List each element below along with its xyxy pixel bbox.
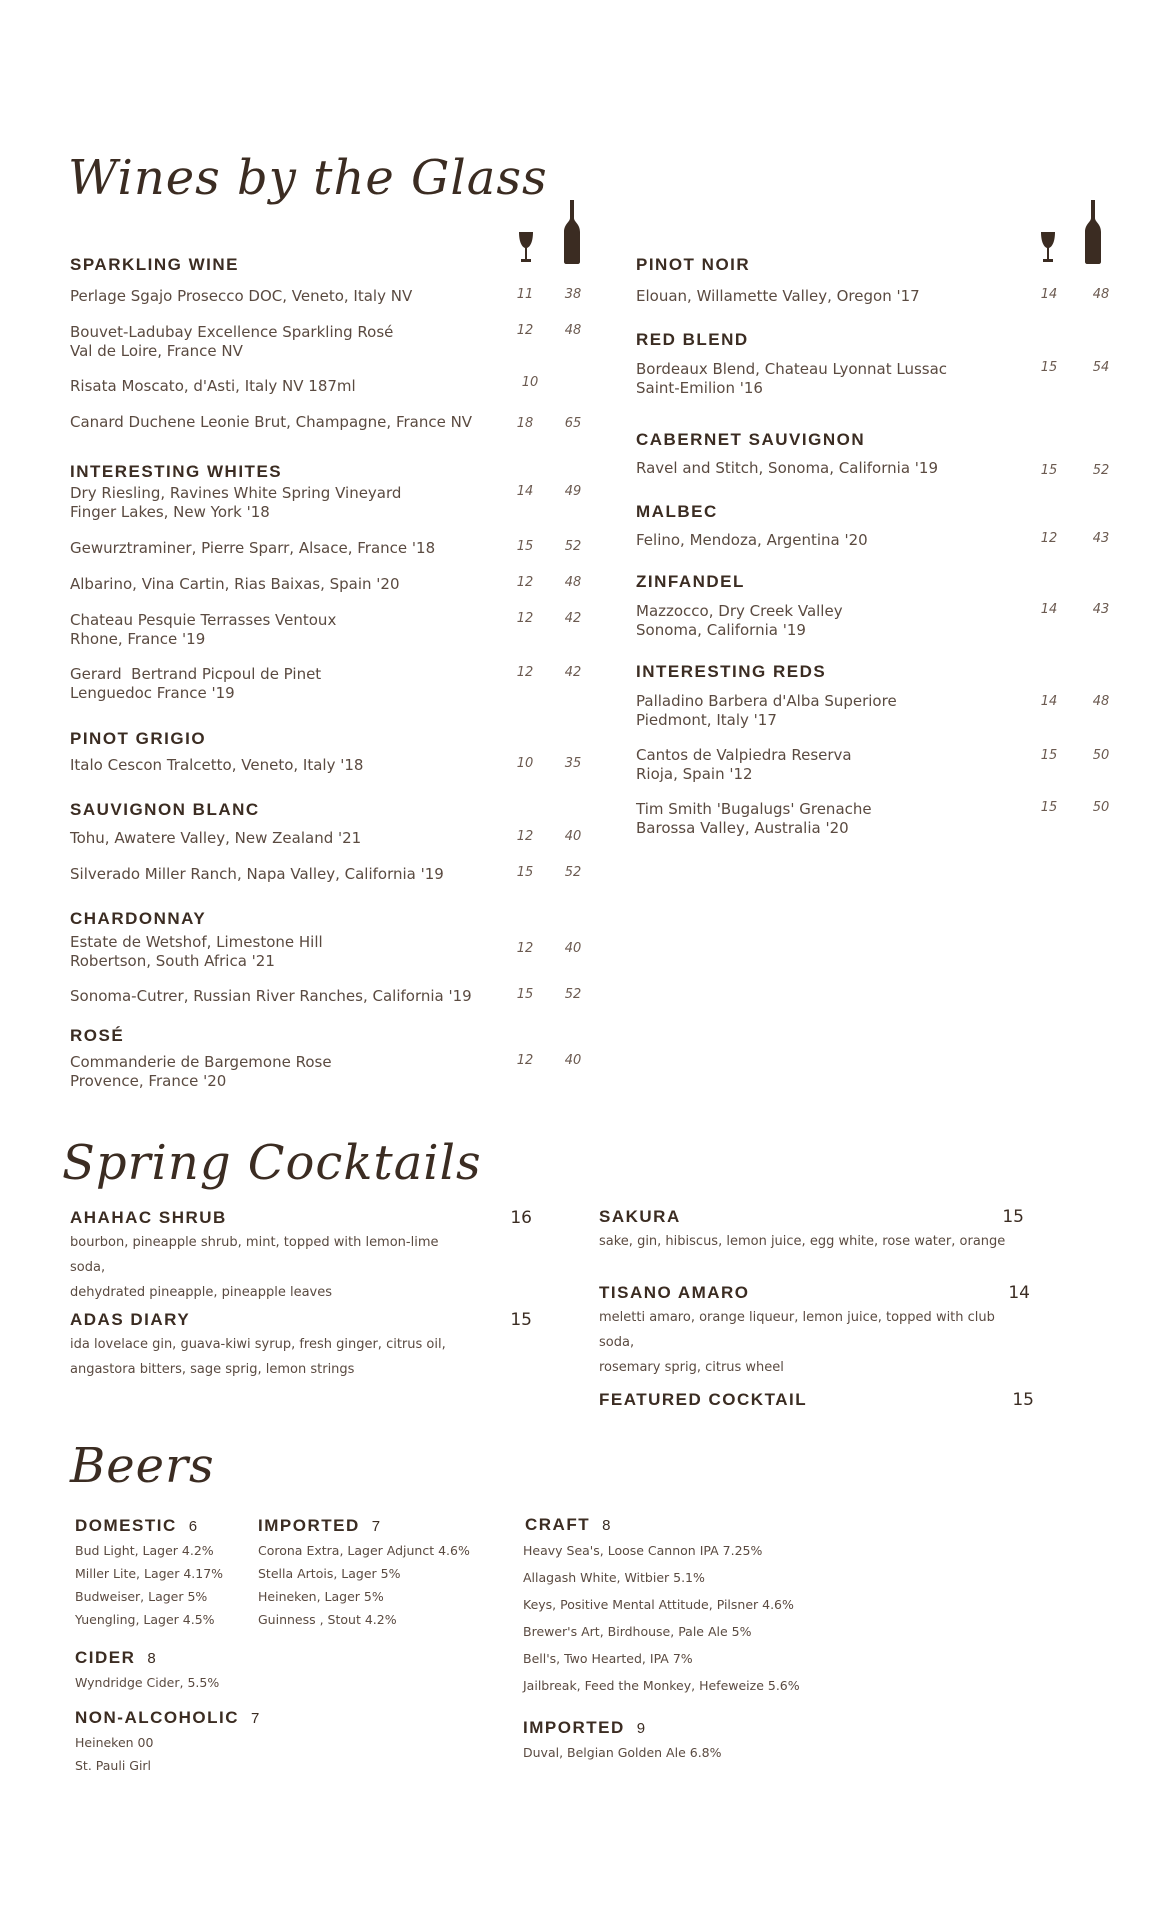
wine-item bbox=[70, 575, 600, 594]
beer-item: Guinness , Stout 4.2% bbox=[258, 1612, 397, 1627]
wine-item bbox=[70, 377, 600, 396]
bottle-price: 40 bbox=[564, 829, 582, 844]
wine-region: Saint-Emilion '16 bbox=[636, 379, 763, 397]
bottle-price: 48 bbox=[564, 323, 582, 338]
beer-category-price: 9 bbox=[636, 1720, 646, 1737]
bottle-price: 43 bbox=[1092, 531, 1110, 546]
wine-item bbox=[636, 800, 1126, 838]
bottle-price: 54 bbox=[1092, 360, 1110, 375]
category-sauvignon-blanc: SAUVIGNON BLANC bbox=[70, 800, 260, 819]
wine-name: Silverado Miller Ranch, Napa Valley, California '19 bbox=[70, 865, 444, 883]
wine-name: Mazzocco, Dry Creek Valley bbox=[636, 602, 843, 620]
wine-item bbox=[636, 746, 1126, 784]
wine-name: Felino, Mendoza, Argentina '20 bbox=[636, 531, 868, 549]
beer-item: Wyndridge Cider, 5.5% bbox=[75, 1675, 220, 1690]
description-line: sake, gin, hibiscus, lemon juice, egg white, rose water, orange bbox=[599, 1234, 1006, 1249]
category-malbec: MALBEC bbox=[636, 502, 718, 521]
beer-category-price: 7 bbox=[371, 1518, 381, 1535]
glass-price: 15 bbox=[1040, 800, 1058, 815]
bottle-price: 52 bbox=[564, 539, 582, 554]
beer-item: Brewer's Art, Birdhouse, Pale Ale 5% bbox=[523, 1624, 752, 1639]
beer-category bbox=[523, 1718, 722, 1738]
cocktails-title: Spring Cocktails bbox=[62, 1135, 482, 1191]
beer-item: Jailbreak, Feed the Monkey, Hefeweize 5.6% bbox=[523, 1678, 800, 1693]
beer-item: Allagash White, Witbier 5.1% bbox=[523, 1570, 705, 1585]
beer-item: Budweiser, Lager 5% bbox=[75, 1589, 208, 1604]
bottle-price: 43 bbox=[1092, 602, 1110, 617]
beer-item: Heavy Sea's, Loose Cannon IPA 7.25% bbox=[523, 1543, 763, 1558]
description-line: angastora bitters, sage sprig, lemon strings bbox=[70, 1362, 355, 1377]
category-interesting-whites: INTERESTING WHITES bbox=[70, 462, 283, 481]
wine-item bbox=[636, 531, 1126, 550]
bottle-price: 35 bbox=[564, 756, 582, 771]
beer-item: Bud Light, Lager 4.2% bbox=[75, 1543, 214, 1558]
description-line: meletti amaro, orange liqueur, lemon juice, topped with club soda, bbox=[599, 1310, 995, 1350]
cocktail-name: AHAHAC SHRUB bbox=[70, 1208, 227, 1227]
category-pinot-noir: PINOT NOIR bbox=[636, 255, 751, 274]
category-chardonnay: CHARDONNAY bbox=[70, 909, 207, 928]
beer-item: St. Pauli Girl bbox=[75, 1758, 152, 1773]
wine-item bbox=[636, 692, 1126, 730]
wine-name: Bordeaux Blend, Chateau Lyonnat Lussac bbox=[636, 360, 948, 378]
cocktail-name: FEATURED COCKTAIL bbox=[599, 1390, 808, 1409]
wine-item bbox=[70, 323, 600, 361]
glass-price: 18 bbox=[516, 416, 534, 431]
beer-category bbox=[525, 1515, 800, 1535]
glass-price: 12 bbox=[1040, 531, 1058, 546]
glass-price: 10 bbox=[521, 375, 539, 390]
beer-category-name: CRAFT bbox=[525, 1515, 591, 1534]
wine-name: Sonoma-Cutrer, Russian River Ranches, California '19 bbox=[70, 987, 472, 1005]
glass-price: 14 bbox=[1040, 287, 1058, 302]
beers-title: Beers bbox=[70, 1438, 215, 1494]
glass-price: 12 bbox=[516, 323, 534, 338]
category-pinot-grigio: PINOT GRIGIO bbox=[70, 729, 207, 748]
wine-name: Canard Duchene Leonie Brut, Champagne, France NV bbox=[70, 413, 473, 431]
wine-item bbox=[70, 413, 600, 432]
cocktail-item bbox=[599, 1390, 1034, 1410]
wine-name: Gewurztraminer, Pierre Sparr, Alsace, France '18 bbox=[70, 539, 436, 557]
glass-price: 15 bbox=[1040, 360, 1058, 375]
category-red-blend: RED BLEND bbox=[636, 330, 749, 349]
wine-name: Dry Riesling, Ravines White Spring Vineyard bbox=[70, 484, 402, 502]
wine-name: Commanderie de Bargemone Rose bbox=[70, 1053, 332, 1071]
wine-name: Chateau Pesquie Terrasses Ventoux bbox=[70, 611, 337, 629]
beer-category-name: CIDER bbox=[75, 1648, 136, 1667]
cocktail-item bbox=[599, 1207, 1024, 1254]
beer-item: Keys, Positive Mental Attitude, Pilsner 4.6% bbox=[523, 1597, 794, 1612]
category-rose: ROSÉ bbox=[70, 1026, 125, 1045]
category-interesting-reds: INTERESTING REDS bbox=[636, 662, 827, 681]
glass-price: 15 bbox=[516, 865, 534, 880]
wine-item bbox=[70, 865, 600, 884]
wine-item bbox=[70, 829, 600, 848]
cocktail-price: 15 bbox=[1002, 1207, 1024, 1227]
wine-name: Estate de Wetshof, Limestone Hill bbox=[70, 933, 323, 951]
description-line: dehydrated pineapple, pineapple leaves bbox=[70, 1285, 333, 1300]
wine-region: Finger Lakes, New York '18 bbox=[70, 503, 270, 521]
description-line: rosemary sprig, citrus wheel bbox=[599, 1360, 784, 1375]
glass-price: 15 bbox=[516, 539, 534, 554]
wine-name: Perlage Sgajo Prosecco DOC, Veneto, Italy NV bbox=[70, 287, 413, 305]
wine-item bbox=[636, 602, 1126, 640]
cocktail-price: 14 bbox=[1008, 1283, 1030, 1303]
wine-name: Cantos de Valpiedra Reserva bbox=[636, 746, 852, 764]
wine-region: Rioja, Spain '12 bbox=[636, 765, 753, 783]
cocktail-item bbox=[599, 1283, 1034, 1380]
wine-region: Provence, France '20 bbox=[70, 1072, 227, 1090]
cocktail-description bbox=[599, 1305, 1034, 1380]
category-sparkling-wine: SPARKLING WINE bbox=[70, 255, 239, 274]
wine-item bbox=[70, 484, 600, 522]
wine-name: Risata Moscato, d'Asti, Italy NV 187ml bbox=[70, 377, 356, 395]
glass-price: 12 bbox=[516, 665, 534, 680]
description-line: ida lovelace gin, guava-kiwi syrup, fresh ginger, citrus oil, bbox=[70, 1337, 446, 1352]
glass-price: 15 bbox=[1040, 463, 1058, 478]
bottle-price: 52 bbox=[1092, 463, 1110, 478]
beer-item: Yuengling, Lager 4.5% bbox=[75, 1612, 215, 1627]
wine-item bbox=[70, 1053, 600, 1091]
wine-name: Albarino, Vina Cartin, Rias Baixas, Spain '20 bbox=[70, 575, 400, 593]
glass-price: 10 bbox=[516, 756, 534, 771]
wines-title: Wines by the Glass bbox=[68, 150, 548, 206]
wine-item bbox=[70, 933, 600, 971]
bottle-price: 50 bbox=[1092, 748, 1110, 763]
bottle-price: 40 bbox=[564, 1053, 582, 1068]
glass-price: 15 bbox=[1040, 748, 1058, 763]
bottle-price: 52 bbox=[564, 987, 582, 1002]
glass-price: 12 bbox=[516, 611, 534, 626]
bottle-price: 49 bbox=[564, 484, 582, 499]
wine-name: Bouvet-Ladubay Excellence Sparkling Rosé bbox=[70, 323, 394, 341]
cocktail-name: TISANO AMARO bbox=[599, 1283, 750, 1302]
beer-item: Heineken 00 bbox=[75, 1735, 154, 1750]
wine-glass-icon bbox=[1039, 230, 1057, 264]
beer-category-price: 8 bbox=[602, 1517, 611, 1534]
bottle-price: 48 bbox=[1092, 694, 1110, 709]
wine-region: Rhone, France '19 bbox=[70, 630, 206, 648]
wine-bottle-icon bbox=[563, 200, 581, 264]
description-line: bourbon, pineapple shrub, mint, topped with lemon-lime soda, bbox=[70, 1235, 439, 1275]
cocktail-description bbox=[70, 1332, 470, 1382]
beer-item: Corona Extra, Lager Adjunct 4.6% bbox=[258, 1543, 470, 1558]
beer-category bbox=[75, 1708, 259, 1728]
glass-price: 12 bbox=[516, 941, 534, 956]
wine-item bbox=[70, 539, 600, 558]
beer-group-non-alcoholic bbox=[75, 1708, 259, 1773]
beer-group-imported bbox=[258, 1516, 470, 1627]
beer-category-price: 6 bbox=[188, 1518, 198, 1535]
beer-category-price: 8 bbox=[147, 1650, 156, 1667]
wine-region: Robertson, South Africa '21 bbox=[70, 952, 275, 970]
wine-name: Tohu, Awatere Valley, New Zealand '21 bbox=[70, 829, 362, 847]
wine-region: Val de Loire, France NV bbox=[70, 342, 243, 360]
bottle-price: 40 bbox=[564, 941, 582, 956]
wine-item bbox=[70, 287, 600, 306]
beer-category bbox=[75, 1516, 223, 1536]
cocktail-name: ADAS DIARY bbox=[70, 1310, 191, 1329]
wine-name: Tim Smith 'Bugalugs' Grenache bbox=[636, 800, 872, 818]
wine-item bbox=[70, 665, 600, 703]
bottle-price: 42 bbox=[564, 611, 582, 626]
cocktail-item bbox=[70, 1208, 532, 1305]
beer-category-name: DOMESTIC bbox=[75, 1516, 177, 1535]
glass-price: 15 bbox=[516, 987, 534, 1002]
beer-item: Duval, Belgian Golden Ale 6.8% bbox=[523, 1745, 722, 1760]
glass-price: 14 bbox=[1040, 602, 1058, 617]
wine-region: Barossa Valley, Australia '20 bbox=[636, 819, 849, 837]
wine-region: Sonoma, California '19 bbox=[636, 621, 806, 639]
wine-name: Elouan, Willamette Valley, Oregon '17 bbox=[636, 287, 920, 305]
beer-item: Bell's, Two Hearted, IPA 7% bbox=[523, 1651, 693, 1666]
cocktail-name: SAKURA bbox=[599, 1207, 681, 1226]
bottle-price: 50 bbox=[1092, 800, 1110, 815]
cocktail-price: 15 bbox=[1012, 1390, 1034, 1410]
bottle-price: 48 bbox=[1092, 287, 1110, 302]
bottle-price: 42 bbox=[564, 665, 582, 680]
category-zinfandel: ZINFANDEL bbox=[636, 572, 745, 591]
glass-price: 12 bbox=[516, 575, 534, 590]
wine-item bbox=[70, 756, 600, 775]
wine-item bbox=[636, 360, 1126, 398]
bottle-price: 52 bbox=[564, 865, 582, 880]
glass-price: 12 bbox=[516, 1053, 534, 1068]
wine-name: Italo Cescon Tralcetto, Veneto, Italy '18 bbox=[70, 756, 364, 774]
cocktail-price: 16 bbox=[510, 1208, 532, 1228]
beer-item: Heineken, Lager 5% bbox=[258, 1589, 384, 1604]
wine-item bbox=[70, 611, 600, 649]
beer-category bbox=[258, 1516, 470, 1536]
glass-price: 11 bbox=[516, 287, 534, 302]
wine-region: Piedmont, Italy '17 bbox=[636, 711, 777, 729]
wine-glass-icon bbox=[517, 230, 535, 264]
bottle-price: 48 bbox=[564, 575, 582, 590]
wine-name: Ravel and Stitch, Sonoma, California '19 bbox=[636, 459, 938, 477]
wine-item bbox=[70, 987, 600, 1006]
wine-name: Palladino Barbera d'Alba Superiore bbox=[636, 692, 897, 710]
category-cabernet-sauvignon: CABERNET SAUVIGNON bbox=[636, 430, 866, 449]
glass-price: 14 bbox=[516, 484, 534, 499]
beer-group-cider bbox=[75, 1648, 219, 1690]
beer-category-name: IMPORTED bbox=[523, 1718, 625, 1737]
bottle-price: 38 bbox=[564, 287, 582, 302]
beer-item: Stella Artois, Lager 5% bbox=[258, 1566, 401, 1581]
cocktail-description bbox=[70, 1230, 470, 1305]
cocktail-price: 15 bbox=[510, 1310, 532, 1330]
wine-item bbox=[636, 459, 1126, 478]
beer-category-price: 7 bbox=[250, 1710, 260, 1727]
glass-price: 12 bbox=[516, 829, 534, 844]
glass-price: 14 bbox=[1040, 694, 1058, 709]
beer-group-craft bbox=[523, 1515, 800, 1693]
wine-bottle-icon bbox=[1084, 200, 1102, 264]
beer-group-imported-craft bbox=[523, 1718, 722, 1760]
bottle-price: 65 bbox=[564, 416, 582, 431]
beer-category bbox=[75, 1648, 219, 1668]
cocktail-item bbox=[70, 1310, 532, 1382]
beer-item: Miller Lite, Lager 4.17% bbox=[75, 1566, 224, 1581]
beer-category-name: NON-ALCOHOLIC bbox=[75, 1708, 239, 1727]
wine-item bbox=[636, 287, 1126, 306]
beer-category-name: IMPORTED bbox=[258, 1516, 360, 1535]
cocktail-description bbox=[599, 1229, 1024, 1254]
wine-region: Lenguedoc France '19 bbox=[70, 684, 235, 702]
wine-name: Gerard Bertrand Picpoul de Pinet bbox=[70, 665, 322, 683]
beer-group-domestic bbox=[75, 1516, 223, 1627]
